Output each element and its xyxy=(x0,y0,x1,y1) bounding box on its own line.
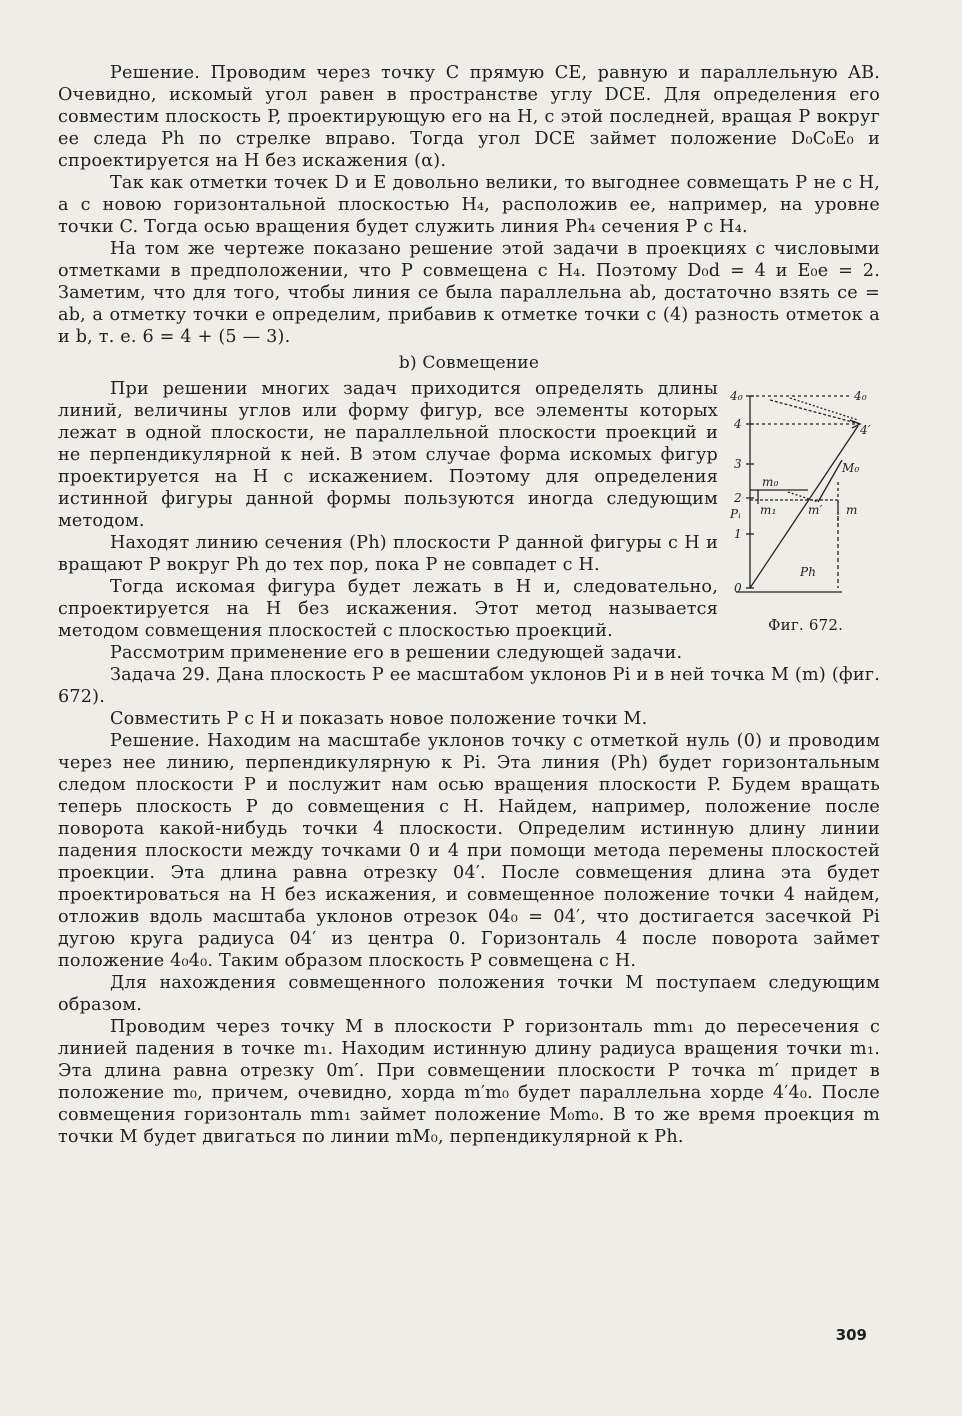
label-m-prime: m′ xyxy=(808,503,823,517)
figure-drawing xyxy=(730,382,880,614)
label-4-zero-left: 4₀ xyxy=(730,389,743,403)
label-1: 1 xyxy=(734,527,742,541)
label-ph: Ph xyxy=(800,565,817,579)
paragraph-consider: Рассмотрим применение его в решении следующей задачи. xyxy=(110,643,683,663)
paragraph-solution-3: На том же чертеже показано решение этой задачи в проекциях с числовыми отметками в предположении, что P совмещена с H₄. Поэтому D₀d = 4 и E₀e = 2. Заметим, что для того, чтобы линия ce была параллельна ab, достаточно взять ce = ab, а отметку точки e определим, прибавив к отметке точки c (4) разность отметок a и b, т. е. 6 = 4 + (5 — 3). xyxy=(58,239,880,347)
label-2: 2 xyxy=(734,491,742,505)
paragraph-solution-2: Так как отметки точек D и E довольно велики, то выгоднее совмещать P не с H, а с новою горизонтальной плоскостью H₄, расположив ее, например, на уровне точки C. Тогда осью вращения будет служить линия Ph₄ сечения P с H₄. xyxy=(58,173,880,237)
paragraph-method-1: Находят линию сечения (Ph) плоскости P данной фигуры с H и вращают P вокруг Ph до тех пор, пока P не совпадет с H. xyxy=(58,533,718,575)
paragraph-task-solution: Решение. Находим на масштабе уклонов точку с отметкой нуль (0) и проводим через нее линию, перпендикулярную к Pi. Эта линия (Ph) будет горизонтальным следом плоскости P и послужит нам осью вращения плоскости P. Будем вращать теперь плоскость P до совмещения с H. Найдем, например, положение после поворота какой-нибудь точки 4 плоскости. Определим истинную длину линии падения плоскости между точками 0 и 4 при помощи метода перемены плоскостей проекции. Эта длина равна отрезку 04′. После совмещения длина эта будет проектироваться на H без искажения, и совмещенное положение точки 4 найдем, отложив вдоль масштаба уклонов отрезок 04₀ = 04′, что достигается засечкой Pi дугою круга радиуса 04′ из центра 0. Горизонталь 4 после поворота займет положение 4₀4₀. Таким образом плоскость P совмещена с H. xyxy=(58,731,880,971)
label-pi: Pᵢ xyxy=(730,507,741,521)
label-4-zero-right: 4₀ xyxy=(854,389,867,403)
paragraph-solution-1: Решение. Проводим через точку C прямую CE, равную и параллельную AB. Очевидно, искомый угол равен в пространстве углу DCE. Для определения его совместим плоскость P, проектирующую его на H, с этой последней, вращая P вокруг ее следа Ph по стрелке вправо. Тогда угол DCE займет положение D₀C₀E₀ и спроектируется на H без искажения (α). xyxy=(58,63,880,171)
label-m-one: m₁ xyxy=(760,503,777,517)
label-3: 3 xyxy=(734,457,742,471)
section-title: b) Совмещение xyxy=(398,353,540,373)
page-body xyxy=(58,62,880,1148)
wrap-section xyxy=(58,378,880,664)
paragraph-find-point: Для нахождения совмещенного положения точки M поступаем следующим образом. xyxy=(58,973,880,1015)
paragraph-task-29: Задача 29. Дана плоскость P ее масштабом уклонов Pi и в ней точка M (m) (фиг. 672). xyxy=(58,665,880,707)
label-4: 4 xyxy=(734,417,742,431)
label-m: m xyxy=(846,503,858,517)
paragraph-construction: Проводим через точку M в плоскости P горизонталь mm₁ до пересечения с линией падения в точке m₁. Находим истинную длину радиуса вращения точки m₁. Эта длина равна отрезку 0m′. При совмещении плоскости P точка m′ придет в положение m₀, причем, очевидно, хорда m′m₀ будет параллельна хорде 4′4₀. После совмещения горизонталь mm₁ займет положение M₀m₀. В то же время проекция m точки M будет двигаться по линии mM₀, перпендикулярной к Ph. xyxy=(58,1017,880,1147)
figure-caption: Фиг. 672. xyxy=(768,616,844,634)
label-M-zero: M₀ xyxy=(842,461,860,475)
paragraph-intro: При решении многих задач приходится определять длины линий, величины углов или форму фигур, все элементы которых лежат в одной плоскости, не параллельной плоскости проекций и не перпендикулярной к ней. В этом случае форма искомых фигур проектируется на H с искажением. Поэтому для определения истинной фигуры данной формы пользуются иногда следующим методом. xyxy=(58,379,718,531)
label-4-prime: 4′ xyxy=(860,423,871,437)
figure-672 xyxy=(730,382,880,644)
paragraph-task-goal: Совместить P с H и показать новое положение точки M. xyxy=(110,709,648,729)
page-number: 309 xyxy=(835,1326,867,1344)
paragraph-method-2: Тогда искомая фигура будет лежать в H и, следовательно, спроектируется на H без искажения. Этот метод называется методом совмещения плоскостей с плоскостью проекций. xyxy=(58,577,718,641)
label-0: 0 xyxy=(734,581,742,595)
label-m-zero: m₀ xyxy=(762,475,779,489)
